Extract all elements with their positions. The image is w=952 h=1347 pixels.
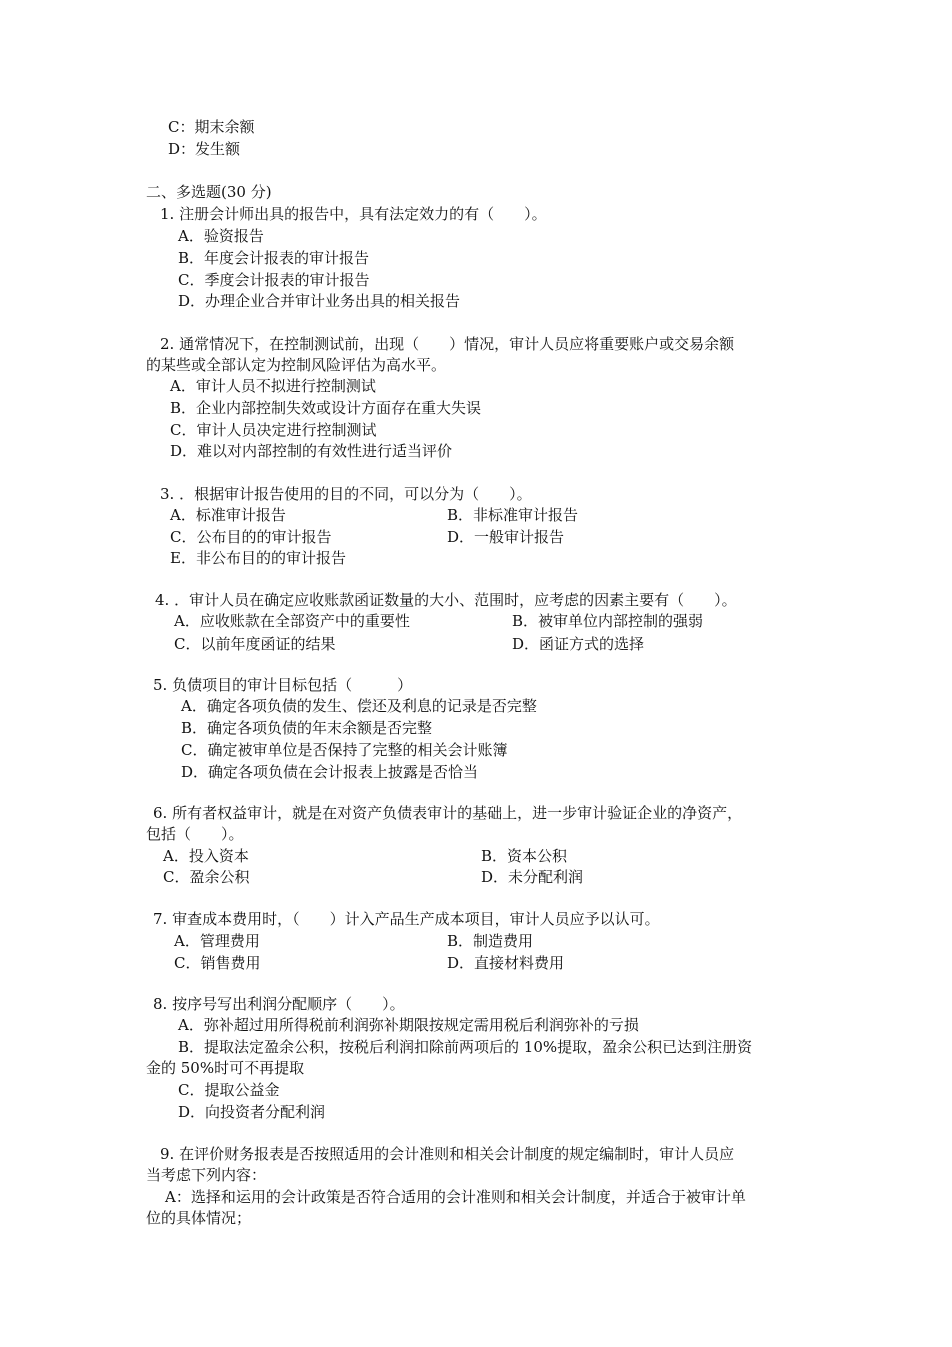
question-8-option: B．提取法定盈余公积，按税后利润扣除前两项后的 10%提取，盈余公积已达到注册资 (178, 1038, 753, 1056)
question-2-option: A．审计人员不拟进行控制测试 (170, 377, 376, 395)
question-9-stem: 当考虑下列内容： (146, 1166, 267, 1184)
question-3-option: B．非标准审计报告 (447, 506, 579, 524)
question-8-stem: 8. 按序号写出利润分配顺序（ ）。 (153, 995, 405, 1013)
question-4-option: A．应收账款在全部资产中的重要性 (174, 612, 410, 630)
question-2-stem: 2. 通常情况下，在控制测试前，出现（ ）情况，审计人员应将重要账户或交易余额 (160, 335, 735, 353)
question-8-option: 金的 50%时可不再提取 (146, 1059, 305, 1077)
question-2-option: B．企业内部控制失效或设计方面存在重大失误 (170, 399, 482, 417)
question-9-stem: 9. 在评价财务报表是否按照适用的会计准则和相关会计制度的规定编制时，审计人员应 (160, 1145, 735, 1163)
question-8-option: C．提取公益金 (178, 1081, 280, 1099)
question-5-option: B．确定各项负债的年末余额是否完整 (181, 719, 433, 737)
question-7-option: A．管理费用 (174, 932, 260, 950)
question-9-option: 位的具体情况； (146, 1209, 252, 1227)
question-5-stem: 5. 负债项目的审计目标包括（ ） (153, 676, 413, 694)
question-1-option: D．办理企业合并审计业务出具的相关报告 (178, 292, 461, 310)
question-6-option: C．盈余公积 (163, 868, 250, 886)
option-c: C：期末余额 (168, 118, 255, 136)
section-heading: 二、多选题(30 分) (146, 183, 272, 201)
question-4-option: B．被审单位内部控制的强弱 (512, 612, 704, 630)
question-1-stem: 1. 注册会计师出具的报告中，具有法定效力的有（ ）。 (160, 205, 547, 223)
question-7-stem: 7. 审查成本费用时，（ ）计入产品生产成本项目，审计人员应予以认可。 (153, 910, 660, 928)
question-2-option: D．难以对内部控制的有效性进行适当评价 (170, 442, 453, 460)
question-3-option: A．标准审计报告 (170, 506, 286, 524)
question-5-option: C．确定被审单位是否保持了完整的相关会计账簿 (181, 741, 508, 759)
question-4-stem: 4. ．审计人员在确定应收账款函证数量的大小、范围时，应考虑的因素主要有（ ）。 (155, 591, 737, 609)
question-3-option: E．非公布目的的审计报告 (170, 549, 346, 567)
question-6-stem: 包括（ ）。 (146, 825, 244, 843)
question-1-option: C．季度会计报表的审计报告 (178, 271, 370, 289)
question-6-option: A．投入资本 (163, 847, 249, 865)
question-7-option: D．直接材料费用 (447, 954, 565, 972)
question-8-option: A．弥补超过用所得税前利润弥补期限按规定需用税后利润弥补的亏损 (178, 1016, 639, 1034)
question-1-option: A．验资报告 (178, 227, 264, 245)
question-4-option: D．函证方式的选择 (512, 635, 645, 653)
question-9-option: A：选择和运用的会计政策是否符合适用的会计准则和相关会计制度，并适合于被审计单 (165, 1188, 746, 1206)
question-6-option: D．未分配利润 (481, 868, 584, 886)
question-7-option: C．销售费用 (174, 954, 261, 972)
question-4-option: C．以前年度函证的结果 (174, 635, 336, 653)
question-2-option: C．审计人员决定进行控制测试 (170, 421, 377, 439)
option-d: D：发生额 (168, 140, 241, 158)
question-7-option: B．制造费用 (447, 932, 534, 950)
question-6-stem: 6. 所有者权益审计，就是在对资产负债表审计的基础上，进一步审计验证企业的净资产， (153, 804, 743, 822)
question-3-option: C．公布目的的审计报告 (170, 528, 332, 546)
question-6-option: B．资本公积 (481, 847, 568, 865)
question-3-option: D．一般审计报告 (447, 528, 565, 546)
question-8-option: D．向投资者分配利润 (178, 1103, 326, 1121)
question-5-option: A．确定各项负债的发生、偿还及利息的记录是否完整 (181, 697, 537, 715)
question-5-option: D．确定各项负债在会计报表上披露是否恰当 (181, 763, 479, 781)
question-3-stem: 3. ．根据审计报告使用的目的不同，可以分为（ ）。 (160, 485, 532, 503)
question-2-stem: 的某些或全部认定为控制风险评估为高水平。 (146, 356, 447, 374)
question-1-option: B．年度会计报表的审计报告 (178, 249, 370, 267)
